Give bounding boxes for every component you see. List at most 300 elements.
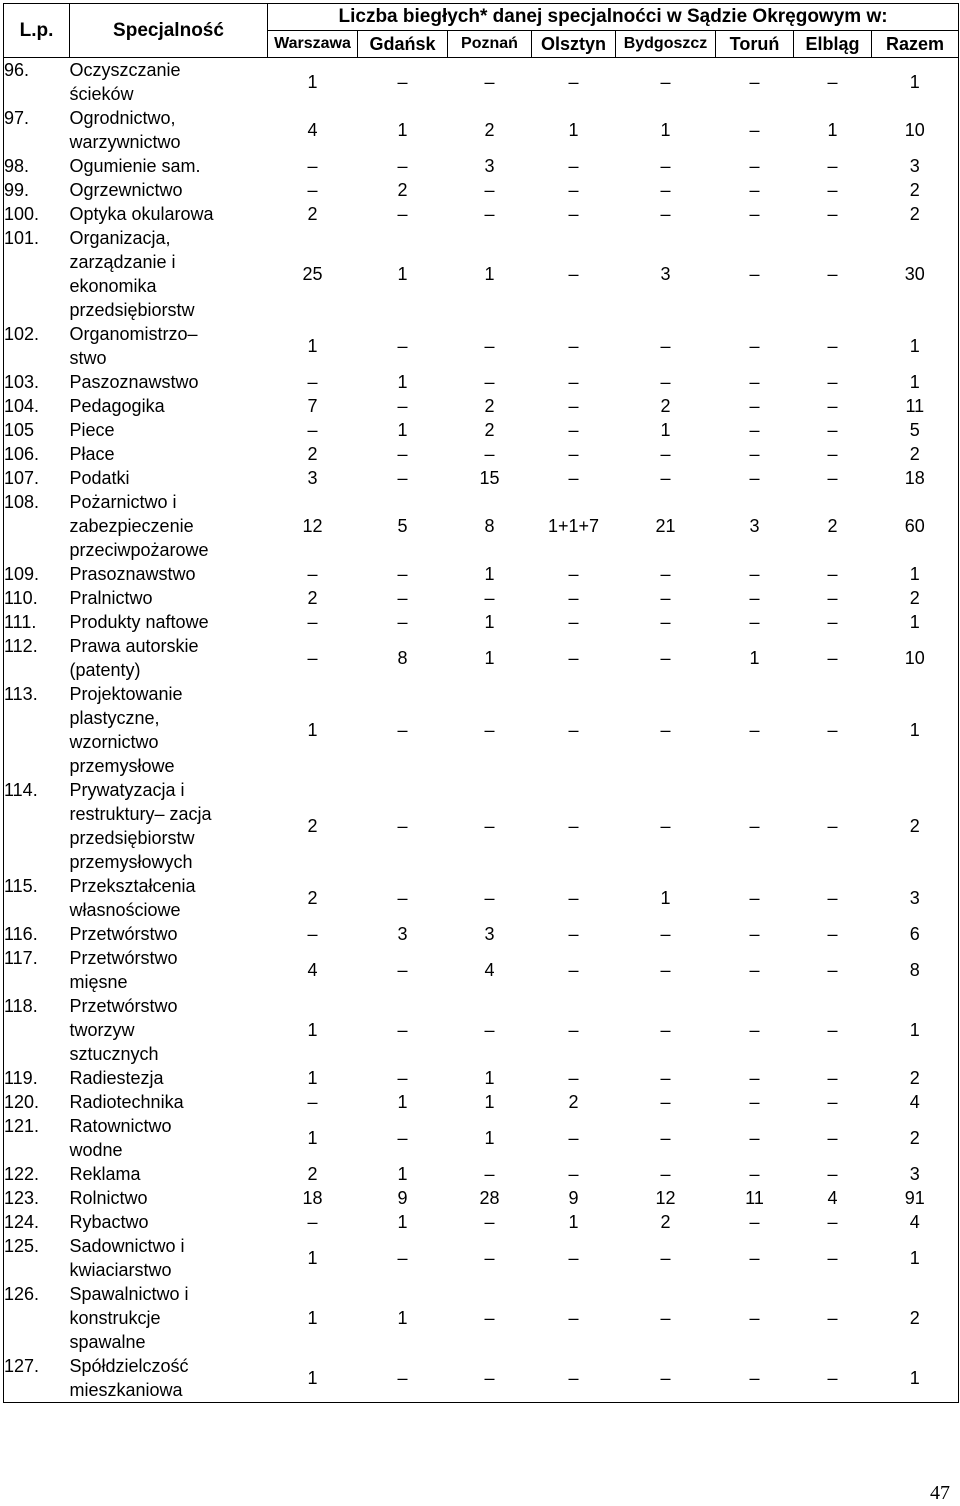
- row-specialty: [70, 1234, 268, 1282]
- cell-poznan: –: [484, 1308, 495, 1328]
- cell-bydgoszcz: –: [660, 1092, 671, 1112]
- row-specialty: [70, 322, 268, 370]
- table-row: [4, 370, 959, 394]
- cell-torun: –: [749, 1020, 760, 1040]
- cell-warszawa: 1: [307, 720, 318, 740]
- row-lp: 112.: [4, 634, 70, 682]
- specialty-line: wodne: [69, 1140, 123, 1160]
- row-specialty: [70, 778, 268, 874]
- row-specialty: [70, 442, 268, 466]
- cell-gdansk: –: [397, 204, 408, 224]
- table-row: [4, 562, 959, 586]
- cell-bydgoszcz: –: [660, 72, 671, 92]
- cell-warszawa: –: [307, 156, 318, 176]
- cell-bydgoszcz: –: [660, 1128, 671, 1148]
- cell-torun: –: [749, 1308, 760, 1328]
- cell-torun: –: [749, 180, 760, 200]
- cell-razem: 1: [872, 1234, 959, 1282]
- cell-gdansk: 2: [397, 180, 408, 200]
- header-razem: Razem: [872, 31, 959, 58]
- cell-warszawa: –: [307, 612, 318, 632]
- table-row: [4, 322, 959, 370]
- cell-torun: –: [749, 816, 760, 836]
- cell-poznan: 2: [484, 396, 495, 416]
- cell-olsztyn: 1: [568, 120, 579, 140]
- cell-torun: –: [749, 888, 760, 908]
- table-row: [4, 1354, 959, 1403]
- specialty-line: przedsiębiorstw: [69, 300, 195, 320]
- specialty-line: tworzyw: [69, 1020, 135, 1040]
- cell-razem: 2: [872, 1066, 959, 1090]
- specialty-line: Prywatyzacja i: [69, 780, 185, 800]
- cell-poznan: –: [484, 336, 495, 356]
- cell-gdansk: –: [397, 588, 408, 608]
- cell-elblag: –: [827, 420, 838, 440]
- cell-razem: 2: [872, 178, 959, 202]
- cell-gdansk: 1: [397, 264, 408, 284]
- row-lp: 107.: [4, 466, 70, 490]
- row-specialty: [70, 226, 268, 322]
- cell-elblag: –: [827, 468, 838, 488]
- row-lp: 116.: [4, 922, 70, 946]
- cell-bydgoszcz: –: [616, 1354, 716, 1403]
- cell-razem: 6: [872, 922, 959, 946]
- cell-olsztyn: –: [568, 180, 579, 200]
- cell-olsztyn: –: [568, 960, 579, 980]
- row-lp: 97.: [4, 106, 70, 154]
- specialty-line: Przekształcenia: [69, 876, 196, 896]
- table-row: [4, 466, 959, 490]
- cell-elblag: –: [827, 1212, 838, 1232]
- table-row: [4, 490, 959, 562]
- cell-razem: 91: [872, 1186, 959, 1210]
- cell-gdansk: 1: [397, 1164, 408, 1184]
- specialty-line: ścieków: [69, 84, 134, 104]
- table-body: [4, 58, 959, 1403]
- specialty-line: Ratownictwo: [69, 1116, 172, 1136]
- specialty-line: spawalne: [69, 1332, 146, 1352]
- specialty-line: Rybactwo: [69, 1212, 149, 1232]
- cell-elblag: –: [827, 816, 838, 836]
- specialty-line: Organizacja,: [69, 228, 171, 248]
- table-row: [4, 106, 959, 154]
- specialty-line: Przetwórstwo: [69, 924, 178, 944]
- cell-elblag: –: [827, 336, 838, 356]
- cell-razem: 10: [872, 634, 959, 682]
- cell-elblag: –: [827, 888, 838, 908]
- cell-warszawa: 4: [307, 120, 318, 140]
- table-row: [4, 874, 959, 922]
- cell-elblag: –: [827, 72, 838, 92]
- row-specialty: [70, 1282, 268, 1354]
- cell-razem: 2: [872, 442, 959, 466]
- specialty-line: Radiestezja: [69, 1068, 164, 1088]
- cell-torun: –: [749, 1092, 760, 1112]
- cell-warszawa: –: [307, 1212, 318, 1232]
- cell-warszawa: 2: [307, 816, 318, 836]
- cell-olsztyn: –: [568, 720, 579, 740]
- cell-bydgoszcz: 2: [660, 1212, 671, 1232]
- cell-gdansk: –: [397, 156, 408, 176]
- cell-poznan: 1: [484, 1092, 495, 1112]
- cell-gdansk: 1: [397, 1308, 408, 1328]
- cell-razem: 3: [872, 1162, 959, 1186]
- row-specialty: [70, 202, 268, 226]
- row-specialty: [70, 58, 268, 107]
- cell-bydgoszcz: 21: [655, 516, 676, 536]
- cell-gdansk: –: [397, 564, 408, 584]
- cell-poznan: 3: [484, 156, 495, 176]
- specialty-line: Prawa autorskie: [69, 636, 199, 656]
- cell-warszawa: –: [307, 648, 318, 668]
- row-lp: 118.: [4, 994, 70, 1066]
- row-lp: 110.: [4, 586, 70, 610]
- cell-gdansk: –: [397, 468, 408, 488]
- cell-elblag: –: [827, 396, 838, 416]
- cell-warszawa: 1: [307, 336, 318, 356]
- specialty-line: Oczyszczanie: [69, 60, 181, 80]
- cell-razem: 3: [872, 154, 959, 178]
- header-group: Liczba biegłych* danej specjalnoćci w Sądzie Okręgowym w:: [268, 4, 959, 31]
- cell-gdansk: –: [397, 1128, 408, 1148]
- header-gdansk: Gdańsk: [358, 31, 448, 58]
- specialty-line: Ogrodnictwo,: [69, 108, 176, 128]
- specialty-line: Optyka okularowa: [69, 204, 214, 224]
- table-row: [4, 1162, 959, 1186]
- cell-poznan: 1: [484, 264, 495, 284]
- cell-olsztyn: –: [568, 1164, 579, 1184]
- specialty-line: zarządzanie i: [69, 252, 176, 272]
- table-row: [4, 418, 959, 442]
- cell-gdansk: –: [397, 1248, 408, 1268]
- cell-olsztyn: 2: [568, 1092, 579, 1112]
- cell-elblag: –: [827, 1164, 838, 1184]
- cell-olsztyn: –: [568, 612, 579, 632]
- cell-olsztyn: –: [568, 1128, 579, 1148]
- cell-bydgoszcz: –: [660, 1164, 671, 1184]
- cell-razem: 18: [872, 466, 959, 490]
- cell-poznan: –: [484, 204, 495, 224]
- row-specialty: [70, 682, 268, 778]
- cell-poznan: 8: [484, 516, 495, 536]
- header-elblag: Elbląg: [794, 31, 872, 58]
- cell-razem: 8: [872, 946, 959, 994]
- cell-olsztyn: –: [568, 336, 579, 356]
- cell-poznan: –: [484, 1164, 495, 1184]
- cell-bydgoszcz: –: [660, 1248, 671, 1268]
- specialty-line: Przetwórstwo: [69, 948, 178, 968]
- row-specialty: [70, 1354, 268, 1403]
- row-specialty: [70, 922, 268, 946]
- cell-warszawa: 2: [307, 1164, 318, 1184]
- cell-gdansk: –: [397, 396, 408, 416]
- table-header: [4, 4, 959, 58]
- row-specialty: [70, 370, 268, 394]
- cell-warszawa: 1: [307, 72, 318, 92]
- cell-olsztyn: –: [568, 1248, 579, 1268]
- table-row: [4, 1234, 959, 1282]
- cell-elblag: –: [827, 372, 838, 392]
- cell-bydgoszcz: –: [660, 444, 671, 464]
- cell-gdansk: –: [397, 72, 408, 92]
- cell-gdansk: 1: [397, 1212, 408, 1232]
- row-lp: 115.: [4, 874, 70, 922]
- cell-warszawa: 12: [302, 516, 323, 536]
- specialty-line: sztucznych: [69, 1044, 159, 1064]
- cell-olsztyn: –: [568, 204, 579, 224]
- cell-torun: 3: [749, 516, 760, 536]
- cell-bydgoszcz: 3: [660, 264, 671, 284]
- cell-elblag: –: [827, 1092, 838, 1112]
- cell-bydgoszcz: –: [660, 612, 671, 632]
- row-specialty: [70, 1186, 268, 1210]
- cell-torun: –: [749, 372, 760, 392]
- cell-gdansk: 5: [397, 516, 408, 536]
- cell-elblag: –: [794, 1354, 872, 1403]
- cell-olsztyn: –: [568, 1308, 579, 1328]
- row-lp: 101.: [4, 226, 70, 322]
- cell-torun: –: [749, 1128, 760, 1148]
- cell-elblag: –: [827, 1308, 838, 1328]
- cell-bydgoszcz: 2: [660, 396, 671, 416]
- cell-poznan: –: [484, 444, 495, 464]
- cell-torun: –: [749, 468, 760, 488]
- cell-gdansk: –: [397, 816, 408, 836]
- table-row: [4, 226, 959, 322]
- cell-bydgoszcz: –: [660, 564, 671, 584]
- cell-razem: 1: [872, 562, 959, 586]
- specialty-line: plastyczne,: [69, 708, 160, 728]
- row-lp: 120.: [4, 1090, 70, 1114]
- specialty-line: Radiotechnika: [69, 1092, 184, 1112]
- cell-torun: –: [749, 564, 760, 584]
- specialty-line: Przetwórstwo: [69, 996, 178, 1016]
- cell-poznan: 1: [484, 1068, 495, 1088]
- cell-warszawa: –: [307, 420, 318, 440]
- cell-poznan: –: [448, 1354, 532, 1403]
- row-specialty: [70, 1090, 268, 1114]
- specialty-line: stwo: [69, 348, 107, 368]
- specialty-line: mięsne: [69, 972, 128, 992]
- table-row: [4, 1090, 959, 1114]
- cell-warszawa: 2: [307, 204, 318, 224]
- specialty-line: Prasoznawstwo: [69, 564, 196, 584]
- cell-gdansk: 1: [397, 372, 408, 392]
- cell-warszawa: 1: [307, 1248, 318, 1268]
- cell-razem: 1: [872, 610, 959, 634]
- cell-razem: 60: [872, 490, 959, 562]
- row-lp: 127.: [4, 1354, 70, 1403]
- specialty-line: wzornictwo: [69, 732, 159, 752]
- row-lp: 99.: [4, 178, 70, 202]
- cell-poznan: 1: [484, 612, 495, 632]
- cell-gdansk: –: [397, 960, 408, 980]
- cell-bydgoszcz: –: [660, 372, 671, 392]
- cell-torun: 1: [749, 648, 760, 668]
- cell-bydgoszcz: –: [660, 924, 671, 944]
- cell-poznan: –: [484, 1020, 495, 1040]
- specialty-line: ekonomika: [69, 276, 157, 296]
- table-row: [4, 58, 959, 107]
- row-specialty: [70, 586, 268, 610]
- cell-gdansk: 8: [397, 648, 408, 668]
- row-lp: 126.: [4, 1282, 70, 1354]
- cell-elblag: –: [827, 924, 838, 944]
- row-lp: 114.: [4, 778, 70, 874]
- cell-bydgoszcz: 1: [660, 120, 671, 140]
- header-olsztyn: Olsztyn: [532, 31, 616, 58]
- cell-torun: –: [749, 1212, 760, 1232]
- cell-olsztyn: –: [568, 888, 579, 908]
- cell-poznan: 4: [484, 960, 495, 980]
- row-lp: 96.: [4, 58, 70, 107]
- specialty-line: (patenty): [69, 660, 141, 680]
- cell-poznan: –: [484, 180, 495, 200]
- row-lp: 124.: [4, 1210, 70, 1234]
- row-specialty: [70, 466, 268, 490]
- header-poznan: Poznań: [448, 31, 532, 58]
- table-row: [4, 1114, 959, 1162]
- cell-poznan: 2: [484, 120, 495, 140]
- row-lp: 111.: [4, 610, 70, 634]
- cell-elblag: –: [827, 648, 838, 668]
- specialty-line: Projektowanie: [69, 684, 183, 704]
- cell-razem: 1: [872, 994, 959, 1066]
- row-specialty: [70, 394, 268, 418]
- cell-bydgoszcz: –: [660, 204, 671, 224]
- row-lp: 109.: [4, 562, 70, 586]
- cell-warszawa: 3: [307, 468, 318, 488]
- specialty-line: restruktury– zacja: [69, 804, 212, 824]
- header-specjalnosc: Specjalność: [70, 4, 268, 58]
- cell-poznan: 3: [484, 924, 495, 944]
- cell-bydgoszcz: 12: [655, 1188, 676, 1208]
- cell-gdansk: –: [397, 612, 408, 632]
- cell-gdansk: 3: [397, 924, 408, 944]
- cell-olsztyn: –: [568, 156, 579, 176]
- cell-torun: –: [749, 588, 760, 608]
- cell-olsztyn: –: [568, 816, 579, 836]
- cell-razem: 30: [872, 226, 959, 322]
- specialists-table: [3, 3, 959, 1403]
- row-specialty: [70, 946, 268, 994]
- table-row: [4, 202, 959, 226]
- cell-bydgoszcz: 1: [660, 420, 671, 440]
- cell-torun: –: [749, 336, 760, 356]
- cell-bydgoszcz: –: [660, 720, 671, 740]
- row-specialty: [70, 562, 268, 586]
- cell-poznan: 1: [484, 648, 495, 668]
- row-specialty: [70, 994, 268, 1066]
- cell-olsztyn: –: [568, 468, 579, 488]
- cell-elblag: –: [827, 960, 838, 980]
- cell-poznan: –: [484, 372, 495, 392]
- cell-razem: 2: [872, 1114, 959, 1162]
- cell-olsztyn: –: [568, 588, 579, 608]
- specialty-line: Spawalnictwo i: [69, 1284, 189, 1304]
- row-lp: 105: [4, 418, 70, 442]
- cell-torun: –: [749, 960, 760, 980]
- cell-olsztyn: –: [568, 444, 579, 464]
- cell-gdansk: –: [397, 1068, 408, 1088]
- cell-elblag: –: [827, 156, 838, 176]
- row-lp: 106.: [4, 442, 70, 466]
- cell-elblag: –: [827, 1068, 838, 1088]
- cell-bydgoszcz: –: [660, 336, 671, 356]
- table-row: [4, 1210, 959, 1234]
- specialty-line: zabezpieczenie: [69, 516, 194, 536]
- row-lp: 108.: [4, 490, 70, 562]
- cell-razem: 1: [872, 322, 959, 370]
- row-lp: 100.: [4, 202, 70, 226]
- specialty-line: przemysłowe: [69, 756, 175, 776]
- cell-olsztyn: –: [568, 396, 579, 416]
- cell-torun: –: [749, 396, 760, 416]
- cell-elblag: –: [827, 264, 838, 284]
- cell-bydgoszcz: –: [660, 180, 671, 200]
- cell-olsztyn: –: [568, 1068, 579, 1088]
- cell-warszawa: 4: [307, 960, 318, 980]
- cell-razem: 5: [872, 418, 959, 442]
- header-bydgoszcz: Bydgoszcz: [616, 31, 716, 58]
- cell-gdansk: –: [397, 720, 408, 740]
- table-row: [4, 442, 959, 466]
- table-row: [4, 682, 959, 778]
- cell-warszawa: –: [307, 372, 318, 392]
- cell-torun: –: [749, 1068, 760, 1088]
- specialty-line: Pożarnictwo i: [69, 492, 177, 512]
- cell-razem: 11: [872, 394, 959, 418]
- cell-warszawa: 25: [302, 264, 323, 284]
- cell-elblag: –: [827, 588, 838, 608]
- cell-gdansk: 1: [397, 120, 408, 140]
- cell-poznan: –: [484, 1212, 495, 1232]
- cell-warszawa: –: [307, 180, 318, 200]
- cell-bydgoszcz: –: [660, 1020, 671, 1040]
- row-specialty: [70, 1114, 268, 1162]
- row-lp: 121.: [4, 1114, 70, 1162]
- cell-olsztyn: –: [568, 648, 579, 668]
- cell-elblag: 1: [827, 120, 838, 140]
- specialty-line: Produkty naftowe: [69, 612, 209, 632]
- cell-torun: 11: [745, 1188, 764, 1208]
- cell-torun: –: [749, 720, 760, 740]
- cell-warszawa: –: [307, 1092, 318, 1112]
- cell-warszawa: 1: [268, 1354, 358, 1403]
- cell-olsztyn: –: [568, 372, 579, 392]
- cell-gdansk: –: [397, 888, 408, 908]
- cell-olsztyn: –: [568, 420, 579, 440]
- cell-poznan: 1: [484, 564, 495, 584]
- cell-elblag: –: [827, 444, 838, 464]
- cell-torun: –: [749, 72, 760, 92]
- header-lp: L.p.: [4, 4, 70, 58]
- specialty-line: Piece: [69, 420, 115, 440]
- cell-elblag: 2: [827, 516, 838, 536]
- cell-warszawa: 2: [307, 588, 318, 608]
- cell-warszawa: 1: [307, 1068, 318, 1088]
- cell-torun: –: [749, 1164, 760, 1184]
- table-row: [4, 922, 959, 946]
- table-row: [4, 394, 959, 418]
- cell-bydgoszcz: –: [660, 816, 671, 836]
- cell-poznan: 1: [484, 1128, 495, 1148]
- table-row: [4, 610, 959, 634]
- specialty-line: przedsiębiorstw: [69, 828, 195, 848]
- cell-razem: 1: [872, 370, 959, 394]
- specialty-line: przeciwpożarowe: [69, 540, 209, 560]
- table-row: [4, 994, 959, 1066]
